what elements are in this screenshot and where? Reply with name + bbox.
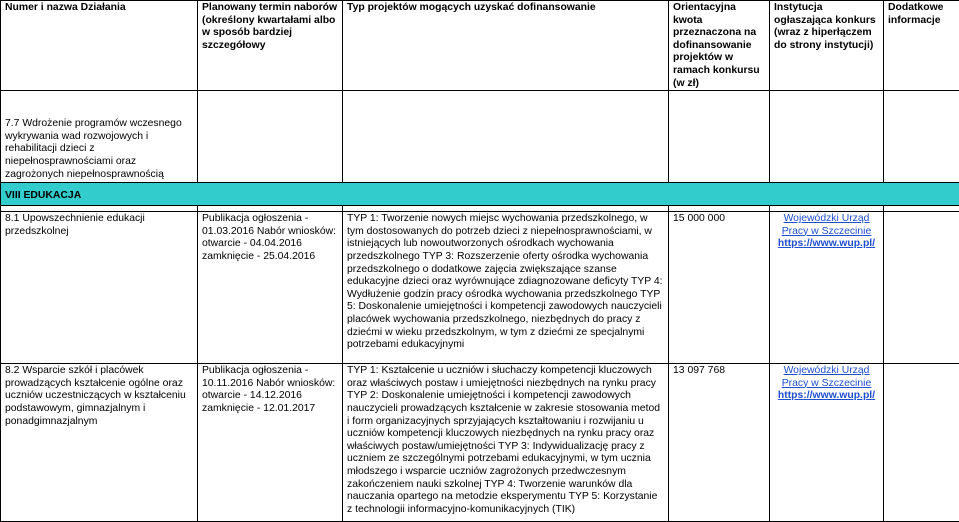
project-types-cell xyxy=(343,91,669,183)
header-row xyxy=(1,1,959,91)
header-project-types: Typ projektów mogących uzyskać dofinansowanie xyxy=(343,1,669,91)
header-schedule: Planowany termin naborów (określony kwartałami albo w sposób bardziej szczegółowy xyxy=(198,1,343,91)
institution-link[interactable]: Wojewódzki Urząd Pracy w Szczecinie xyxy=(781,213,872,237)
institution-cell xyxy=(770,91,884,183)
schedule-cell: Publikacja ogłoszenia - 01.03.2016 Nabór wniosków: otwarcie - 04.04.2016 zamknięcie - 25.04.2016 xyxy=(198,212,343,364)
schedule-cell xyxy=(198,91,343,183)
header-institution: Instytucja ogłaszająca konkurs (wraz z hiperłączem do strony instytucji) xyxy=(770,1,884,91)
institution-link[interactable]: Wojewódzki Urząd Pracy w Szczecinie xyxy=(781,365,872,389)
project-types-cell: TYP 1: Tworzenie nowych miejsc wychowania przedszkolnego, w tym dostosowanych do potrzeb dzieci z niepełnosprawnościami, w istniejących lub nowoutworzonych ośrodkach wychowania przedszkolnego TYP 3: Rozszerzenie oferty ośrodka wychowania przedszkolnego o dodatkowe zajęcia zwiększające szanse edukacyjne dzieci oraz wyrównujące zdiagnozowane deficyty TYP 4: Wydłużenie godzin pracy ośrodka wychowania przedszkolnego TYP 5: Doskonalenie umiejętności i kompetencji zawodowych nauczycieli placówek wychowania przedszkolnego, niezbędnych do pracy z dziećmi w wieku przedszkolnym, w tym z dziećmi ze specjalnymi potrzebami edukacyjnymi xyxy=(343,212,669,364)
amount-cell: 15 000 000 xyxy=(669,212,770,364)
institution-url-link[interactable]: https://www.wup.pl/ xyxy=(777,390,876,402)
additional-info-cell xyxy=(884,212,959,364)
table-row xyxy=(1,91,959,183)
action-name: 8.2 Wsparcie szkół i placówek prowadzących kształcenie ogólne oraz uczniów uczestniczących w kształceniu podstawowym, gimnazjalnym i ponadgimnazjalnym xyxy=(1,364,198,522)
schedule-cell: Publikacja ogłoszenia - 10.11.2016 Nabór wniosków: otwarcie - 14.12.2016 zamknięcie - 12.01.2017 xyxy=(198,364,343,522)
institution-cell xyxy=(770,364,884,522)
header-action: Numer i nazwa Działania xyxy=(1,1,198,91)
table-row xyxy=(1,212,959,364)
amount-cell xyxy=(669,91,770,183)
header-amount: Orientacyjna kwota przeznaczona na dofinansowanie projektów w ramach konkursu (w zł) xyxy=(669,1,770,91)
institution-url-link[interactable]: https://www.wup.pl/ xyxy=(777,238,876,250)
amount-cell: 13 097 768 xyxy=(669,364,770,522)
additional-info-cell xyxy=(884,364,959,522)
additional-info-cell xyxy=(884,91,959,183)
header-additional-info: Dodatkowe informacje xyxy=(884,1,959,91)
action-name: 7.7 Wdrożenie programów wczesnego wykrywania wad rozwojowych i rehabilitacji dzieci z niepełnosprawnościami oraz zagrożonych niepełnosprawnością xyxy=(1,91,198,183)
action-name: 8.1 Upowszechnienie edukacji przedszkolnej xyxy=(1,212,198,364)
institution-cell xyxy=(770,212,884,364)
project-types-cell: TYP 1: Kształcenie u uczniów i słuchaczy kompetencji kluczowych oraz właściwych postaw i umiejętności niezbędnych na rynku pracy TYP 2: Doskonalenie umiejętności i kompetencji zawodowych nauczycieli prowadzących kształcenie w zakresie stosowania metod i form organizacyjnych sprzyjających kształtowaniu i rozwijaniu u uczniów kompetencji kluczowych niezbędnych na rynku pracy oraz właściwych postaw/umiejętności TYP 3: Indywidualizację pracy z uczniem ze szczególnymi potrzebami edukacyjnymi, w tym ucznia młodszego i wsparcie uczniów zagrożonych przedwczesnym zakończeniem nauki szkolnej TYP 4: Tworzenie warunków dla nauczania opartego na metodzie eksperymentu TYP 5: Korzystanie z technologii informacyjno-komunikacyjnych (TIK) xyxy=(343,364,669,522)
section-label: VIII EDUKACJA xyxy=(5,189,82,201)
table-row xyxy=(1,364,959,522)
section-header xyxy=(1,183,959,206)
section-row xyxy=(1,183,959,206)
